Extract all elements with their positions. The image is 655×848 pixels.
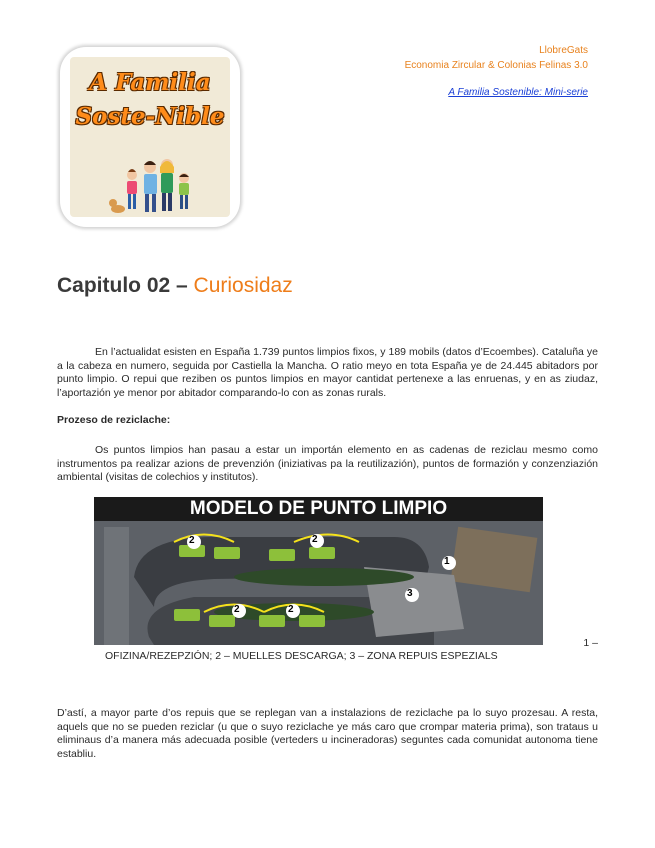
header-brand: LlobreGats (539, 45, 588, 56)
section-heading: Prozeso de reziclache: (57, 414, 171, 426)
marker-2: 2 (189, 535, 195, 546)
logo-card (60, 47, 240, 227)
marker-2: 2 (288, 604, 294, 615)
paragraph-3: D’astí, a mayor parte d’os repuis que se replegan van a instalazions de reziclache pa lo suyo prozesau. A resta, aquels que no se pueden reziclar (u que o suyo reziclache ye más caro que crompar materia prima), son trataus u eliminaus d’a manera más adecuada posible (verteders u incineradoras) seguntes cada comunidat autonoma tiene establiu. (57, 707, 598, 760)
logo-image (70, 57, 230, 217)
chapter-name: Curiosidaz (193, 274, 293, 297)
logo-title-line1: A Familia (89, 69, 211, 96)
paragraph-2: Os puntos limpios han pasau a estar un importán elemento en as cadenas de reziclau mesmo como instrumentos pa realizar azions de prevenzión (iniziativas pa la reutilizazión), puntos de formazión y conzenziazión ambiental (visitas de colechios y institutos). (57, 444, 598, 483)
chapter-title (57, 274, 293, 298)
paragraph-1: En l’actualidat esisten en España 1.739 puntos limpios fixos, y 189 mobils (datos d’Ecoembes). Cataluña ye a la cabeza en numero, seguida por Castiella la Mancha. O ratio meyo en tota España ye de 24.445 abitadors por punto limpio. O repui que reziben os puntos limpios en mayor cantidat pertenexe a las enruenas, y en as ziudaz, l’aportazión ye menor por abitador comparando-lo con as zonas rurals. (57, 346, 598, 399)
series-link[interactable]: A Familia Sostenible: Mini-serie (448, 87, 588, 98)
family-illustration (70, 57, 230, 217)
marker-3: 3 (407, 588, 413, 599)
marker-1: 1 (444, 556, 450, 567)
figure-title: MODELO DE PUNTO LIMPIO (94, 497, 543, 521)
logo-title-line2: Soste-Nible (75, 103, 225, 130)
figure-caption-line1: 1 – (583, 637, 598, 649)
marker-2: 2 (234, 604, 240, 615)
chapter-prefix: Capitulo 02 – (57, 274, 194, 297)
punto-limpio-figure (94, 497, 543, 645)
marker-2: 2 (312, 534, 318, 545)
header-subtitle: Economia Zircular & Colonias Felinas 3.0 (404, 60, 588, 71)
figure-caption-line2: OFIZINA/REZEPZIÓN; 2 – MUELLES DESCARGA; 3 – ZONA REPUIS ESPEZIALS (105, 650, 498, 662)
